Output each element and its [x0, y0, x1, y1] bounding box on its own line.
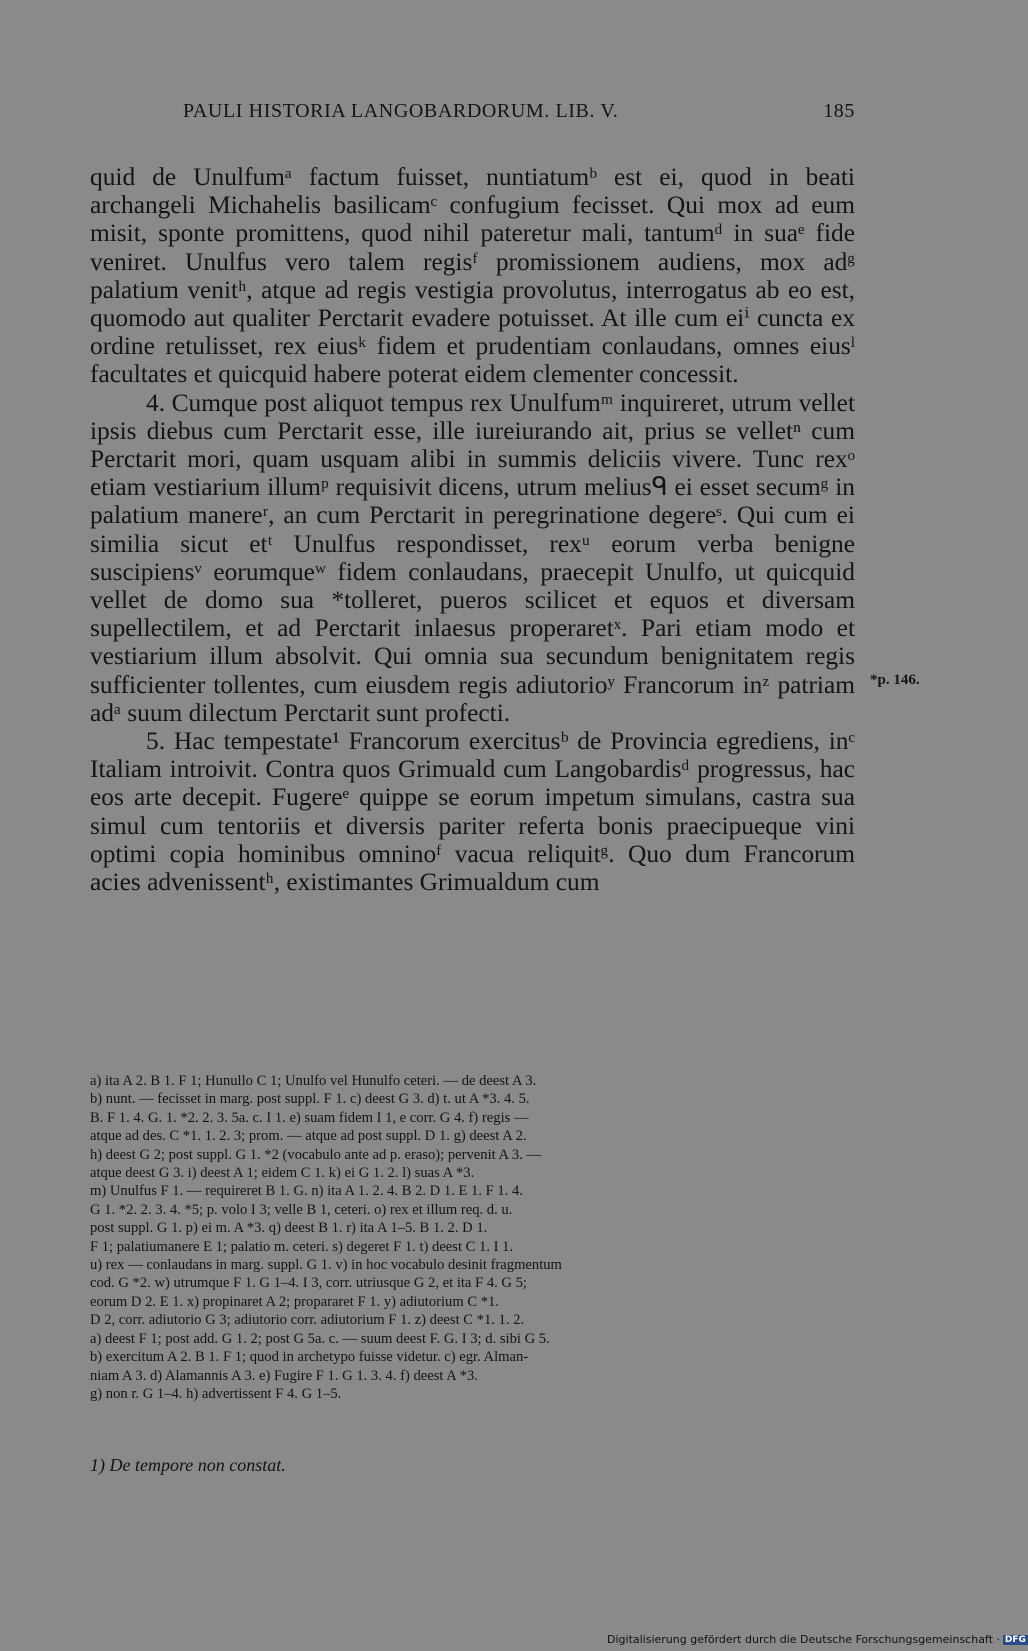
apparatus-line: a) deest F 1; post add. G 1. 2; post G 5a. c. — suum deest F. G. I 3; d. sibi G 5.	[90, 1330, 550, 1347]
apparatus-line: b) exercitum A 2. B 1. F 1; quod in archetypo fuisse videtur. c) egr. Alman-	[90, 1349, 529, 1366]
apparatus-line: G 1. *2. 2. 3. 4. *5; p. volo I 3; velle B 1, ceteri. o) rex et illum req. d. u.	[90, 1201, 513, 1218]
paragraph-chapter-5: 5. Hac tempestate¹ Francorum exercitusᵇ de Provincia egrediens, inᶜ Italiam introivit. Contra quos Grimuald cum Langobardisᵈ progressus, hac eos arte decepit. Fugereᵉ quippe se eorum impetum simulans, castra sua simul cum tentoriis et diversis pariter referta bonis praecipueque vini optimi copia hominibus omninoᶠ vacua reliquitᵍ. Quo dum Francorum acies advenissentʰ, existimantes Grimualdum cum	[90, 727, 855, 897]
apparatus-line: cod. G *2. w) utrumque F 1. G 1–4. I 3, corr. utriusque G 2, et ita F 4. G 5;	[90, 1275, 527, 1292]
margin-page-reference: *p. 146.	[870, 672, 920, 688]
paragraph-1: quid de Unulfumᵃ factum fuisset, nuntiatumᵇ est ei, quod in beati archangeli Michahelis basilicamᶜ confugium fecisset. Qui mox ad eum misit, sponte promittens, quod nihil pateretur mali, tantumᵈ in suaᵉ fide veniret. Unulfus vero talem regisᶠ promissionem audiens, mox adᵍ palatium venitʰ, atque ad regis vestigia provolutus, interrogatus ab eo est, quomodo aut qualiter Perctarit evadere potuisset. At ille cum eiⁱ cuncta ex ordine retulisset, rex eiusᵏ fidem et prudentiam conlaudans, omnes eiusˡ facultates et quicquid habere poterat eidem clementer concessit.	[90, 163, 855, 389]
apparatus-line: atque ad des. C *1. 1. 2. 3; prom. — atque ad post suppl. D 1. g) deest A 2.	[90, 1128, 527, 1145]
apparatus-line: g) non r. G 1–4. h) advertissent F 4. G 1–5.	[90, 1385, 342, 1402]
apparatus-line: D 2, corr. adiutorio G 3; adiutorio corr. adiutorium F 1. z) deest C *1. 1. 2.	[90, 1312, 525, 1329]
apparatus-line: B. F 1. 4. G. 1. *2. 2. 3. 5a. c. I 1. e) suam fidem I 1, e corr. G 4. f) regis —	[90, 1109, 529, 1126]
apparatus-line: post suppl. G 1. p) ei m. A *3. q) deest B 1. r) ita A 1–5. B 1. 2. D 1.	[90, 1220, 488, 1237]
apparatus-line: b) nunt. — fecisset in marg. post suppl. F 1. c) deest G 3. d) t. ut A *3. 4. 5.	[90, 1091, 530, 1108]
apparatus-line: F 1; palatiumanere E 1; palatio m. ceteri. s) degeret F 1. t) deest C 1. I 1.	[90, 1238, 514, 1255]
main-text	[90, 163, 855, 896]
apparatus-line: eorum D 2. E 1. x) propinaret A 2; propararet F 1. y) adiutorium C *1.	[90, 1293, 499, 1310]
apparatus-line: a) ita A 2. B 1. F 1; Hunullo C 1; Unulfo vel Hunulfo ceteri. — de deest A 3.	[90, 1073, 537, 1089]
dfg-logo: DFG	[1004, 1635, 1026, 1645]
running-title: PAULI HISTORIA LANGOBARDORUM. LIB. V.	[183, 100, 619, 122]
apparatus-line: atque deest G 3. i) deest A 1; eidem C 1. k) ei G 1. 2. l) suas A *3.	[90, 1165, 475, 1182]
credit-text: Digitalisierung gefördert durch die Deutsche Forschungsgemeinschaft ·	[607, 1633, 1000, 1646]
apparatus-line: u) rex — conlaudans in marg. suppl. G 1. v) in hoc vocabulo desinit fragmentum	[90, 1257, 562, 1274]
digitization-credit	[607, 1633, 1028, 1646]
apparatus-line: h) deest G 2; post suppl. G 1. *2 (vocabulo ante ad p. eraso); pervenit A 3. —	[90, 1146, 542, 1163]
footnote	[90, 1455, 286, 1476]
apparatus-line: niam A 3. d) Alamannis A 3. e) Fugire F 1. G 1. 3. 4. f) deest A *3.	[90, 1367, 478, 1384]
apparatus-line: m) Unulfus F 1. — requireret B 1. G. n) ita A 1. 2. 4. B 2. D 1. E 1. F 1. 4.	[90, 1183, 523, 1200]
page-number: 185	[823, 100, 855, 122]
footnote-text: 1) De tempore non constat.	[90, 1455, 286, 1475]
critical-apparatus	[90, 1072, 855, 1403]
paragraph-chapter-4: 4. Cumque post aliquot tempus rex Unulfumᵐ inquireret, utrum vellet ipsis diebus cum Perctarit esse, ille iureiurando ait, prius se velletⁿ cum Perctarit mori, quam usquam alibi in summis deliciis vivere. Tunc rexᵒ etiam vestiarium illumᵖ requisivit dicens, utrum meliusᑫ ei esset secumᵍ in palatium manereʳ, an cum Perctarit in peregrinatione degereˢ. Qui cum ei similia sicut etᵗ Unulfus respondisset, rexᵘ eorum verba benigne suscipiensᵛ eorumqueʷ fidem conlaudans, praecepit Unulfo, ut quicquid vellet de domo sua *tolleret, pueros scilicet et equos et diversam supellectilem, et ad Perctarit inlaesus properaretˣ. Pari etiam modo et vestiarium illum absolvit. Qui omnia sua secundum benignitatem regis sufficienter tollentes, cum eiusdem regis adiutorioʸ Francorum inᶻ patriam adᵃ suum dilectum Perctarit sunt profecti.	[90, 388, 855, 727]
